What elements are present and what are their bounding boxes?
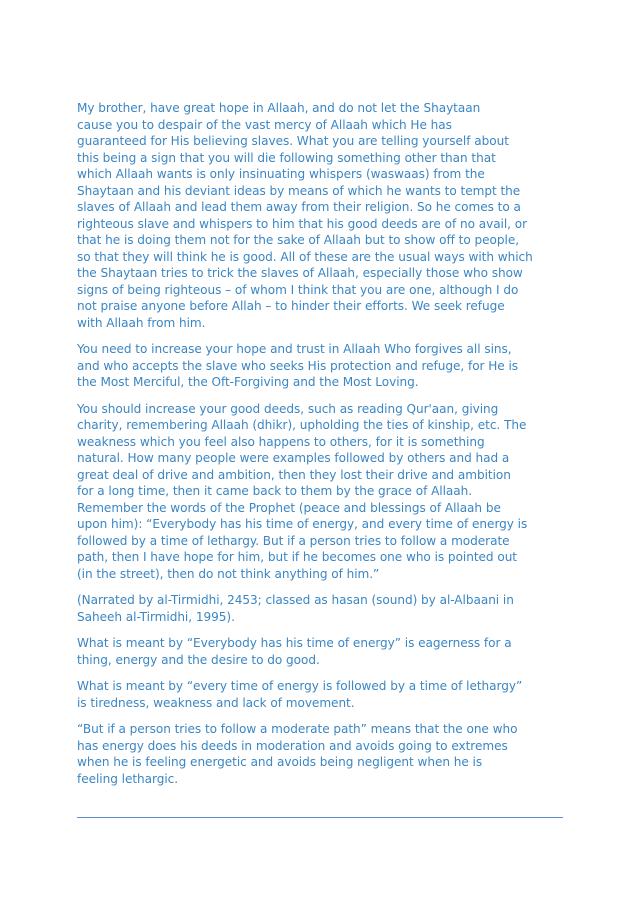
paragraph-moderate-path: “But if a person tries to follow a moderate path” means that the one who has energy does his deeds in moderation and avoids going to extremes when he is feeling energetic and avoids being negligent when he is feeling lethargic. (77, 722, 518, 786)
paragraph-hope-in-allaah: My brother, have great hope in Allaah, and do not let the Shaytaan cause you to despair of the vast mercy of Allaah which He has guaranteed for His believing slaves. What you are telling yourself about this being a sign that you will die following something other than that which Allaah wants is only insinuating whispers (waswaas) from the Shaytaan and his deviant ideas by means of which he wants to tempt the slaves of Allaah and lead them away from their religion. So he comes to a righteous slave and whispers to him that his good deeds are of no avail, or that he is doing them not for the sake of Allaah but to show off to people, so that they will think he is good. All of these are the usual ways with which the Shaytaan tries to trick the slaves of Allaah, especially those who show signs of being righteous – of whom I think that you are one, although I do not praise anyone before Allah – to hinder their efforts. We seek refuge with Allaah from him. (77, 101, 533, 330)
paragraph-citation: (Narrated by al-Tirmidhi, 2453; classed as hasan (sound) by al-Albaani in Saheeh al-Tirmidhi, 1995). (77, 593, 514, 624)
document-body (77, 100, 567, 797)
paragraph-increase-hope: You need to increase your hope and trust in Allaah Who forgives all sins, and who accepts the slave who seeks His protection and refuge, for He is the Most Merciful, the Oft-Forgiving and the Most Loving. (77, 342, 519, 389)
paragraph-meaning-energy: What is meant by “Everybody has his time of energy” is eagerness for a thing, energy and the desire to do good. (77, 636, 512, 667)
footer-divider (77, 817, 563, 818)
paragraph-good-deeds: You should increase your good deeds, such as reading Qur'aan, giving charity, remembering Allaah (dhikr), upholding the ties of kinship, etc. The weakness which you feel also happens to others, for it is something natural. How many people were examples followed by others and had a great deal of drive and ambition, then they lost their drive and ambition for a long time, then it came back to them by the grace of Allaah. Remember the words of the Prophet (peace and blessings of Allaah be upon him): “Everybody has his time of energy, and every time of energy is followed by a time of lethargy. But if a person tries to follow a moderate path, then I have hope for him, but if he becomes one who is pointed out (in the street), then do not think anything of him.” (77, 401, 528, 581)
paragraph-meaning-lethargy: What is meant by “every time of energy is followed by a time of lethargy” is tiredness, weakness and lack of movement. (77, 679, 523, 710)
